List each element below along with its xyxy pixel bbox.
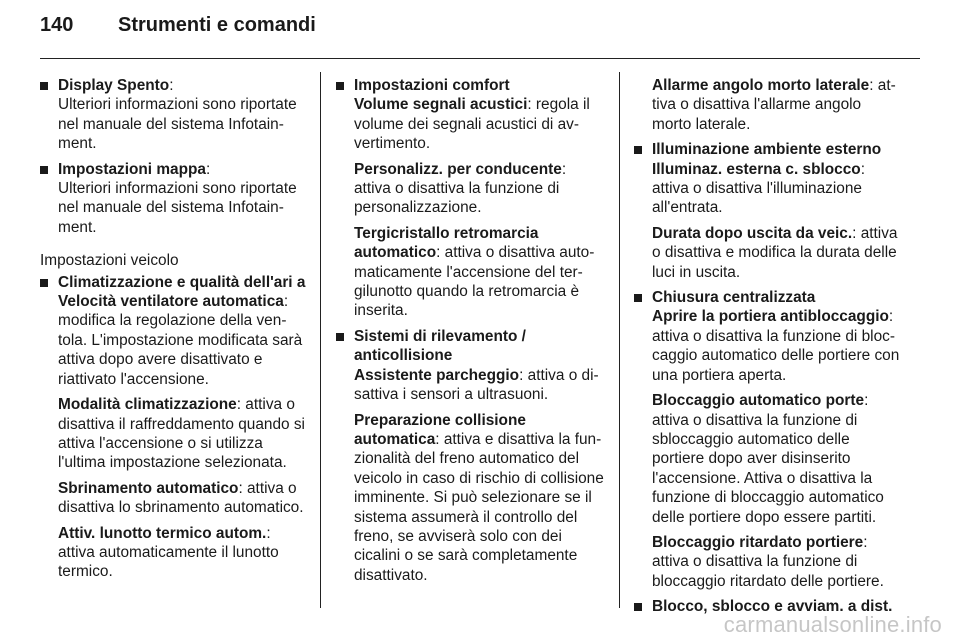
setting-term: Assistente parcheggio	[354, 366, 520, 384]
bullet-icon	[634, 294, 642, 302]
setting-text: : attiva e disattiva la funzionalità del freno automatico del veicolo in caso di rischio di collisione imminente. Si può selezionare se il sistema assumerà il controllo del freno, se avviserà solo con dei cicalini o se sarà completamente disattivato.	[354, 430, 604, 584]
setting-term: Durata dopo uscita da veic.	[652, 224, 853, 242]
item-title: Impostazioni mappa	[58, 160, 206, 178]
setting-term: Tergicristallo retromarcia automatico	[354, 224, 539, 262]
page-header	[40, 14, 316, 48]
setting-term: Preparazione collisione automatica	[354, 411, 526, 448]
column-2	[336, 76, 604, 591]
setting-paragraph	[652, 160, 902, 218]
setting-paragraph	[652, 76, 902, 134]
setting-text: : attiva o disattiva la funzione di sbloccaggio automatico delle portiere dopo aver disinserito l'accensione. Attiva o disattiva la funzione di bloccaggio automatico delle portiere dopo essere partiti.	[652, 392, 884, 526]
list-item-impostazioni-comfort	[336, 76, 604, 321]
bullet-icon	[40, 166, 48, 174]
item-title: Illuminazione ambiente esterno	[652, 141, 882, 159]
setting-term: Attiv. lunotto termico autom.	[58, 524, 267, 542]
list-item-chiusura-centralizzata	[634, 288, 902, 591]
item-colon: :	[169, 77, 174, 94]
setting-text: : attiva o disattiva l'illuminazione all'entrata.	[652, 160, 865, 217]
column-divider-2	[619, 72, 620, 608]
setting-text: : attiva o disattiva la funzione di bloccaggio ritardato delle portiere.	[652, 533, 884, 590]
setting-text: : attiva o disattiva automaticamente l'accensione del tergilunotto quando la retromarcia è inserita.	[354, 244, 595, 320]
item-title: Climatizzazione e qualità dell'ari a	[58, 273, 306, 291]
setting-text: : attiva o disattiva il raffreddamento quando si attiva l'accensione o si utilizza l'ultima impostazione selezionata.	[58, 396, 305, 472]
setting-term: Sbrinamento automatico	[58, 479, 239, 497]
setting-paragraph	[58, 395, 306, 473]
column-1	[40, 76, 306, 588]
setting-paragraph	[58, 524, 306, 582]
setting-term: Bloccaggio automatico porte	[652, 392, 865, 410]
setting-text: : modifica la regolazione della ventola. L'impostazione modificata sarà attiva dopo avere disattivato e riattivato l'accensione.	[58, 293, 303, 388]
setting-paragraph	[58, 479, 306, 518]
page-title: Strumenti e comandi	[118, 14, 316, 36]
setting-paragraph	[58, 292, 306, 389]
setting-paragraph	[354, 95, 604, 153]
item-description: Ulteriori informazioni sono riportate nel manuale del sistema Infotainment.	[58, 96, 297, 153]
setting-text: : attiva o disattiva lo sbrinamento automatico.	[58, 479, 304, 517]
setting-term: Illuminaz. esterna c. sblocco	[652, 160, 861, 178]
setting-text: : attiva o disattiva la funzione di personalizzazione.	[354, 160, 567, 217]
item-colon: :	[205, 160, 211, 178]
setting-term: Velocità ventilatore automatica	[58, 293, 284, 311]
watermark: carmanualsonline.info	[723, 612, 942, 637]
setting-term: Aprire la portiera antibloccaggio	[652, 308, 889, 326]
item-title: Impostazioni comfort	[354, 77, 510, 94]
item-title: Blocco, sblocco e avviam. a dist.	[652, 598, 893, 616]
setting-term: Modalità climatizzazione	[58, 396, 237, 414]
setting-paragraph	[354, 160, 604, 218]
setting-text: : attiva automaticamente il lunotto termico.	[58, 524, 279, 581]
setting-text: : attiva o disattiva la funzione di bloccaggio automatico delle portiere con una portiera aperta.	[652, 308, 900, 384]
setting-text: : regola il volume dei segnali acustici di avvertimento.	[354, 96, 590, 153]
setting-paragraph	[652, 533, 902, 591]
bullet-icon	[336, 333, 344, 341]
bullet-icon	[40, 82, 48, 90]
list-item-display-spento	[40, 76, 306, 154]
list-item-impostazioni-mappa	[40, 160, 306, 238]
continued-settings	[634, 76, 902, 134]
bullet-icon	[634, 603, 642, 611]
header-rule	[40, 58, 920, 59]
column-divider-1	[320, 72, 321, 608]
item-title: Sistemi di rilevamento / anticollisione	[354, 327, 526, 365]
setting-text: : attiva o disattiva i sensori a ultrasuoni.	[354, 366, 599, 404]
item-title: Display Spento	[58, 77, 170, 94]
page-number: 140	[40, 14, 74, 36]
setting-paragraph	[652, 224, 902, 282]
setting-term: Personalizz. per conducente	[354, 160, 562, 178]
item-title: Chiusura centralizzata	[652, 289, 816, 307]
setting-paragraph	[354, 366, 604, 405]
setting-paragraph	[354, 411, 604, 586]
bullet-icon	[40, 279, 48, 287]
column-3	[634, 76, 902, 623]
list-item-climatizzazione	[40, 273, 306, 582]
setting-term: Volume segnali acustici	[354, 96, 528, 114]
setting-term: Allarme angolo morto laterale	[652, 77, 870, 94]
setting-paragraph	[354, 224, 604, 321]
section-label: Impostazioni veicolo	[40, 252, 179, 270]
item-description: Ulteriori informazioni sono riportate nel manuale del sistema Infotainment.	[58, 180, 297, 236]
setting-text: : attiva o disattiva e modifica la durata delle luci in uscita.	[652, 224, 898, 281]
bullet-icon	[336, 82, 344, 90]
setting-text: : attiva o disattiva l'allarme angolo morto laterale.	[652, 77, 896, 133]
list-item-sistemi-rilevamento	[336, 327, 604, 585]
setting-paragraph	[652, 307, 902, 385]
bullet-icon	[634, 146, 642, 154]
setting-paragraph	[652, 391, 902, 527]
list-item-illuminazione	[634, 140, 902, 282]
setting-term: Bloccaggio ritardato portiere	[652, 533, 864, 551]
